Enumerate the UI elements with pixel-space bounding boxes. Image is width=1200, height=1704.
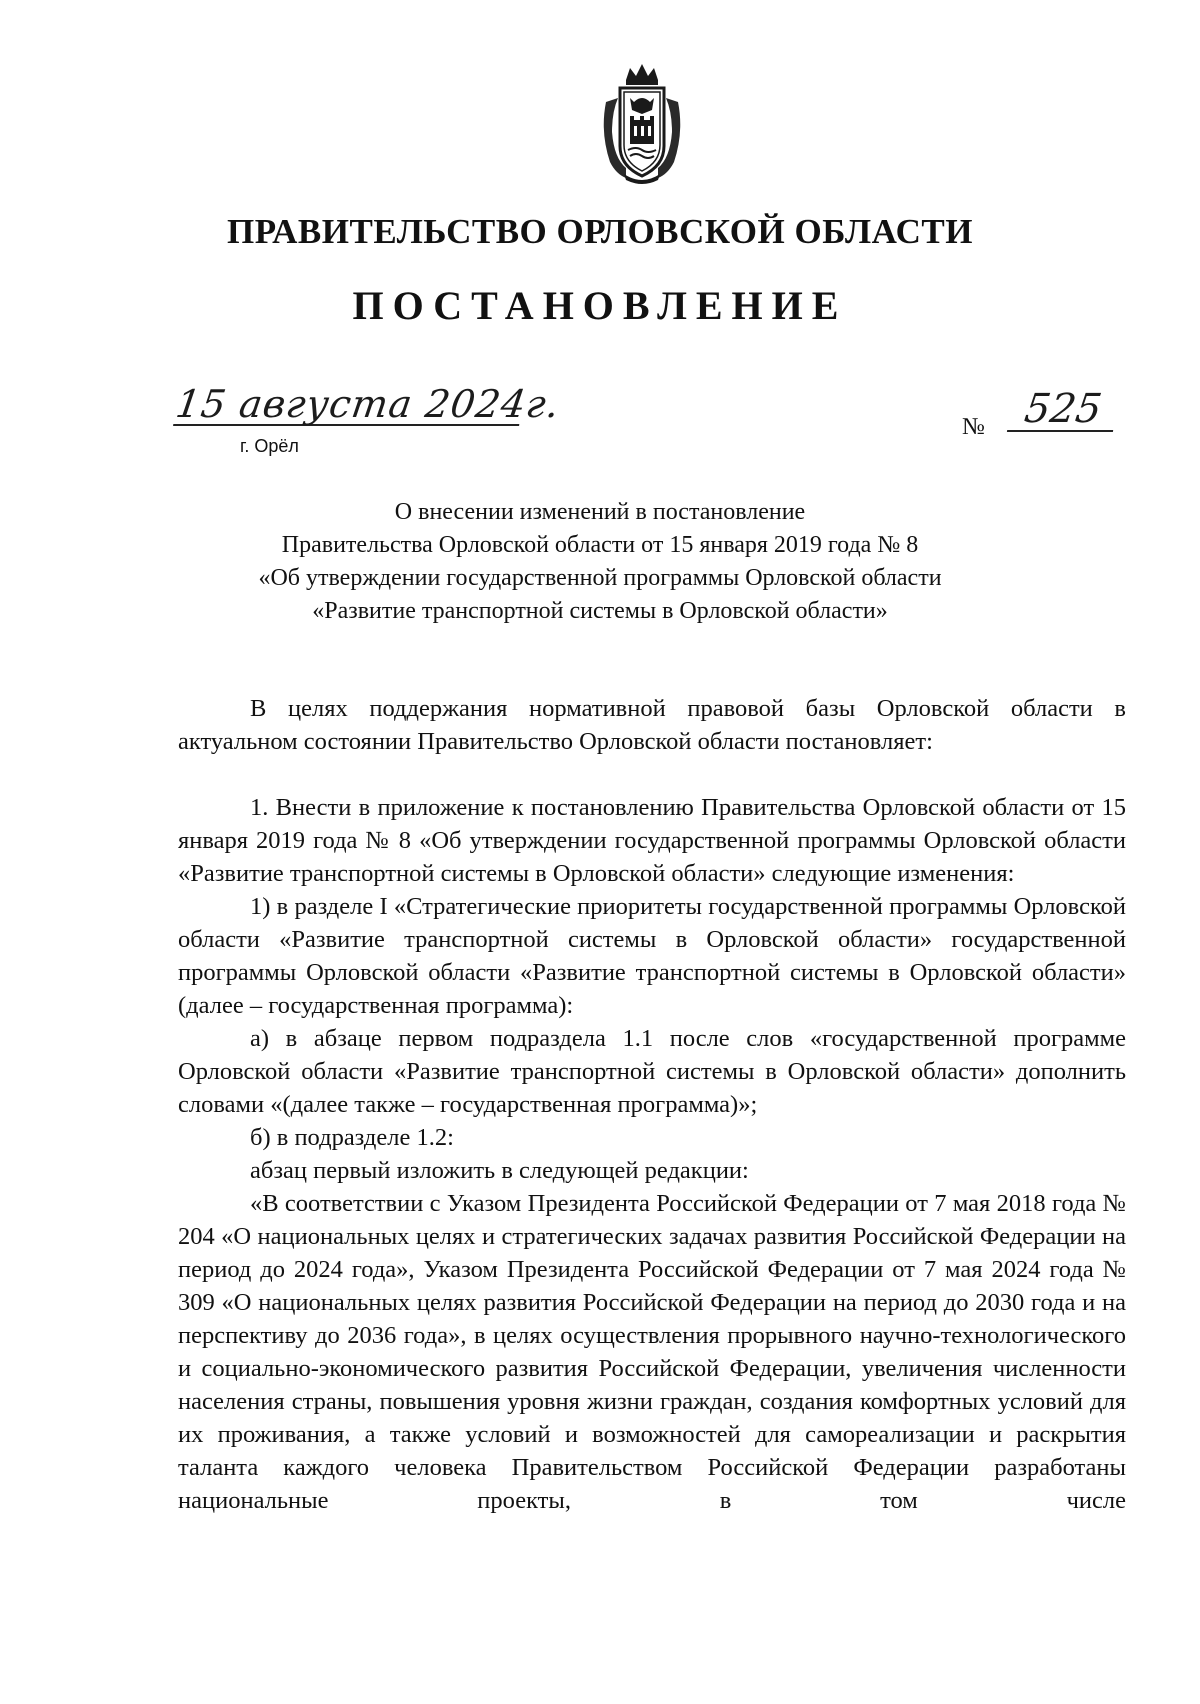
subject-line: «Об утверждении государственной программы Орловской области [258,565,942,591]
city-label: г. Орёл [240,436,299,456]
document-type-title: ПОСТАНОВЛЕНИЕ [352,283,848,328]
subject-line: «Развитие транспортной системы в Орловской области» [312,598,888,624]
body-paragraph-subitem-1: 1) в разделе I «Стратегические приоритеты государственной программы Орловской области «Развитие транспортной системы в Орловской области» государственной программы Орловской области «Развитие транспортной системы в Орловской области» (далее – государственная программа): [178,893,1126,1019]
body-paragraph-subitem-b: б) в подразделе 1.2: [250,1124,454,1151]
body-paragraph-subitem-a: а) в абзаце первом подраздела 1.1 после слов «государственной программе Орловской области «Развитие транспортной системы в Орловской области» дополнить словами «(далее также – государственная программа)»; [178,1025,1126,1118]
subject-line: О внесении изменений в постановление [394,499,806,525]
handwritten-date: 15 августа 2024г. [173,382,563,426]
body-paragraph-quote: «В соответствии с Указом Президента Российской Федерации от 7 мая 2018 года № 204 «О национальных целях и стратегических задачах развития Российской Федерации на период до 2024 года», Указом Президента Российской Федерации от 7 мая 2024 года № 309 «О национальных целях развития Российской Федерации на период до 2030 года и на перспективу до 2036 года», в целях осуществления прорывного научно-технологического и социально-экономического развития Российской Федерации, увеличения численности населения страны, повышения уровня жизни граждан, создания комфортных условий для их проживания, а также условий и возможностей для самореализации и раскрытия таланта каждого человека Правительством Российской Федерации разработаны национальные проекты, в том числе [178,1190,1126,1514]
document-body [178,692,1126,1517]
body-paragraph-item-1: 1. Внести в приложение к постановлению Правительства Орловской области от 15 января 2019 года № 8 «Об утверждении государственной программы Орловской области «Развитие транспортной системы в Орловской области» следующие изменения: [178,794,1126,887]
subject-line: Правительства Орловской области от 15 января 2019 года № 8 [281,532,919,558]
body-paragraph-preamble: В целях поддержания нормативной правовой базы Орловской области в актуальном состоянии Правительство Орловской области постановляет: [178,695,1126,755]
handwritten-number: 525 [1007,388,1119,432]
coat-of-arms-icon [596,62,688,186]
number-label: № [962,414,985,440]
document-subject [0,496,1200,628]
body-paragraph-instruction: абзац первый изложить в следующей редакции: [250,1157,749,1184]
government-title: ПРАВИТЕЛЬСТВО ОРЛОВСКОЙ ОБЛАСТИ [227,212,973,251]
